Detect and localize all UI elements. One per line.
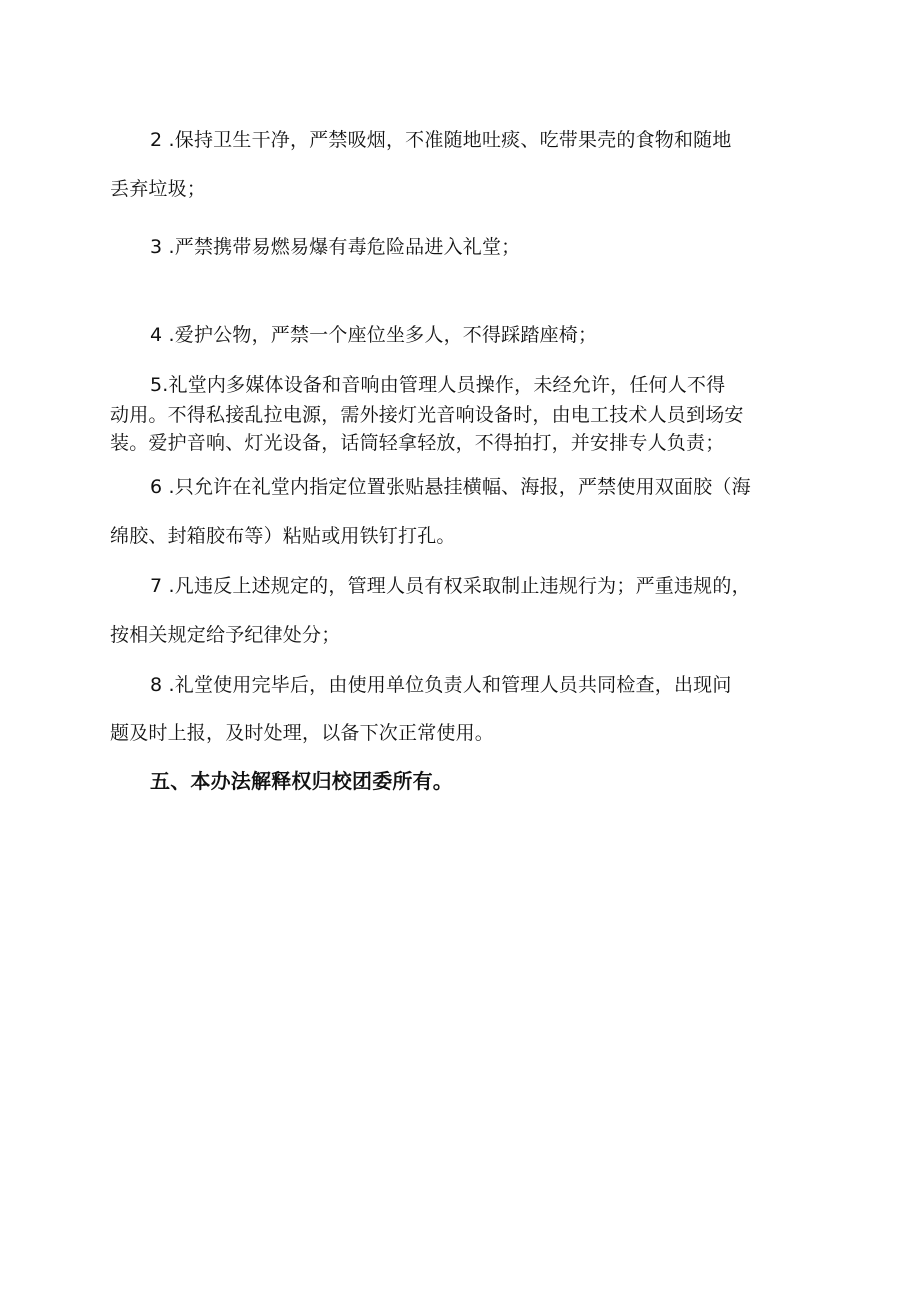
item-3-line-1: 3 .严禁携带易燃易爆有毒危险品进入礼堂； bbox=[150, 236, 521, 258]
item-7-line-2: 按相关规定给予纪律处分； bbox=[110, 624, 341, 646]
item-5-line-2: 动用。不得私接乱拉电源，需外接灯光音响设备时，由电工技术人员到场安 bbox=[110, 404, 744, 426]
item-2-line-1: 2 .保持卫生干净，严禁吸烟，不准随地吐痰、吃带果壳的食物和随地 bbox=[150, 129, 732, 151]
item-8-line-2: 题及时上报，及时处理，以备下次正常使用。 bbox=[110, 722, 495, 744]
item-6-line-2: 绵胶、封箱胶布等）粘贴或用铁钉打孔。 bbox=[110, 525, 456, 547]
item-4-line-1: 4 .爱护公物，严禁一个座位坐多人，不得踩踏座椅； bbox=[150, 324, 598, 346]
item-8-line-1: 8 .礼堂使用完毕后，由使用单位负责人和管理人员共同检查，出现问 bbox=[150, 674, 732, 696]
item-5-line-1: 5.礼堂内多媒体设备和音响由管理人员操作，未经允许，任何人不得 bbox=[150, 374, 726, 396]
item-2-line-2: 丢弃垃圾； bbox=[110, 178, 207, 200]
section-five-heading: 五、本办法解释权归校团委所有。 bbox=[150, 769, 453, 793]
item-5-line-3: 装。爱护音响、灯光设备，话筒轻拿轻放，不得拍打，并安排专人负责； bbox=[110, 432, 725, 454]
item-7-line-1: 7 .凡违反上述规定的，管理人员有权采取制止违规行为；严重违规的， bbox=[150, 575, 751, 597]
item-6-line-1: 6 .只允许在礼堂内指定位置张贴悬挂横幅、海报，严禁使用双面胶（海 bbox=[150, 476, 751, 498]
